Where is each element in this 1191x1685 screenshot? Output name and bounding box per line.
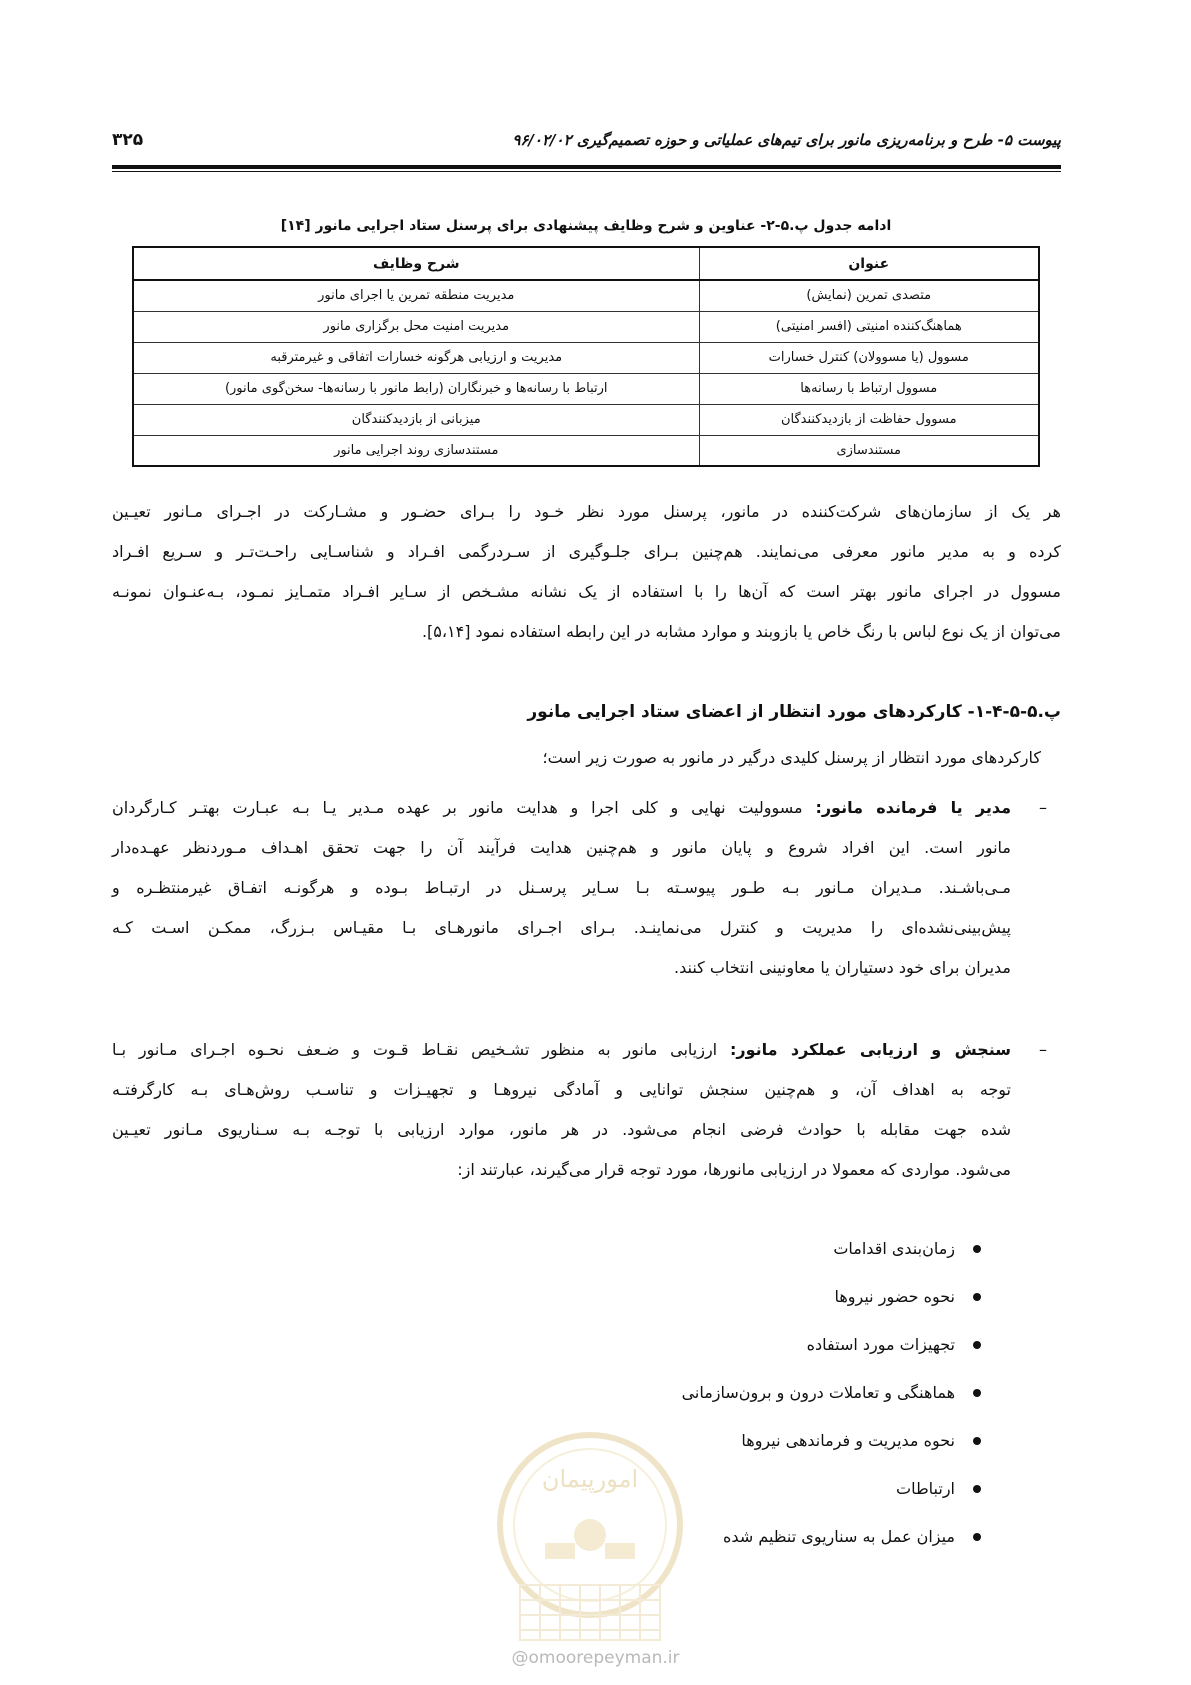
paragraph-line: کرده و به مدیر مانور معرفی می‌نمایند. هم‌چنین بـرای جلـوگیری از سـردرگمی افـراد و شناسـایی راحـت‌تـر و سـریع افـراد xyxy=(112,542,1061,561)
item-line: مانور است. این افراد شروع و پایان مانور و هم‌چنین هدایت فرآیند آن را جهت تحقق اهـداف مـوردنظر عهـده‌دار xyxy=(112,838,1011,857)
body-paragraph xyxy=(112,492,1061,652)
item-line: پیش‌بینی‌نشده‌ای را مدیریت و کنترل می‌نماینـد. بـرای اجـرای مانورهـای بـا مقیـاس بـزرگ، ممکـن اسـت کـه xyxy=(112,918,1011,937)
list-item-label: نحوه مدیریت و فرماندهی نیروها xyxy=(741,1431,955,1450)
list-item-label: میزان عمل به سناریوی تنظیم شده xyxy=(723,1527,955,1546)
cell-duties: مدیریت و ارزیابی هرگونه خسارات اتفاقی و غیرمترقبه xyxy=(133,342,699,373)
cell-duties: مدیریت امنیت محل برگزاری مانور xyxy=(133,311,699,342)
cell-title: مسوول ارتباط با رسانه‌ها xyxy=(699,373,1039,404)
bullet-list xyxy=(682,1225,981,1561)
list-item xyxy=(682,1417,981,1465)
list-item-label: ارتباطات xyxy=(896,1479,955,1498)
paragraph-line: مسوول در اجرای مانور بهتر است که آن‌ها را با استفاده از یک نشانه مشـخص از سـایر افـراد متمـایز نمـود، بـه‌عنـوان نمونـه xyxy=(112,582,1061,601)
list-item xyxy=(682,1369,981,1417)
column-header-title: عنوان xyxy=(699,247,1039,280)
watermark-logo-icon xyxy=(485,1425,695,1675)
list-item-label: تجهیزات مورد استفاده xyxy=(806,1335,955,1354)
item-text: ارزیابی مانور به منظور تشـخیص نقـاط قـوت و ضـعف نحـوه اجـرای مـانور بـا xyxy=(112,1040,718,1059)
watermark-site: @omoorepeyman.ir xyxy=(511,1648,680,1668)
table-row xyxy=(133,373,1039,404)
bullet-icon xyxy=(973,1437,981,1445)
cell-title: مسوول (یا مسوولان) کنترل خسارات xyxy=(699,342,1039,373)
cell-title: هماهنگ‌کننده امنیتی (افسر امنیتی) xyxy=(699,311,1039,342)
bullet-icon xyxy=(973,1533,981,1541)
item-term: مدیر یا فرمانده مانور: xyxy=(815,798,1012,817)
header-divider-thin xyxy=(112,171,1061,172)
cell-duties: میزبانی از بازدیدکنندگان xyxy=(133,404,699,435)
item-line: مـی‌باشـند. مـدیران مـانور بـه طـور پیوسـته بـا سـایر پرسـنل در ارتبـاط بـوده و هرگونـه اتفـاق غیرمنتظـره و xyxy=(112,878,1011,897)
cell-title: متصدی تمرین (نمایش) xyxy=(699,280,1039,311)
dash-marker: – xyxy=(1039,1040,1047,1059)
list-item-label: نحوه حضور نیروها xyxy=(834,1287,955,1306)
item-line: توجه به اهداف آن، و هم‌چنین سنجش توانایی و آمادگی نیروهـا و تجهیـزات و تناسـب روش‌هـای بـه کارگرفتـه xyxy=(112,1080,1011,1099)
table-row xyxy=(133,404,1039,435)
paragraph-line: هر یک از سازمان‌های شرکت‌کننده در مانور، پرسنل مورد نظر خـود را بـرای حضـور و مشـارکت در اجـرای مـانور تعیـین xyxy=(112,502,1061,521)
header-divider xyxy=(112,165,1061,169)
list-item xyxy=(682,1321,981,1369)
dash-marker: – xyxy=(1039,798,1047,817)
table-row xyxy=(133,280,1039,311)
duties-table xyxy=(132,246,1040,467)
bullet-icon xyxy=(973,1389,981,1397)
list-item-label: هماهنگی و تعاملات درون و برون‌سازمانی xyxy=(681,1383,955,1402)
item-first-line xyxy=(112,788,1011,828)
running-title: پیوست ۵- طرح و برنامه‌ریزی مانور برای تیم‌های عملیاتی و حوزه تصمیم‌گیری ۹۶/۰۲/۰۲ xyxy=(512,131,1061,149)
bullet-icon xyxy=(973,1341,981,1349)
dash-list-item xyxy=(112,788,1061,988)
cell-duties: ارتباط با رسانه‌ها و خبرنگاران (رابط مانور با رسانه‌ها- سخن‌گوی مانور) xyxy=(133,373,699,404)
list-item xyxy=(682,1273,981,1321)
table-caption: ادامه جدول پ.۵-۲- عناوین و شرح وظایف پیشنهادی برای پرسنل ستاد اجرایی مانور [۱۴] xyxy=(280,218,892,234)
watermark-logo-text: امورپیمان xyxy=(541,1465,639,1493)
table-header-row xyxy=(133,247,1039,280)
item-line: می‌شود. مواردی که معمولا در ارزیابی مانورها، مورد توجه قرار می‌گیرند، عبارتند از: xyxy=(457,1160,1011,1179)
item-term: سنجش و ارزیابی عملکرد مانور: xyxy=(729,1040,1011,1059)
section-intro: کارکردهای مورد انتظار از پرسنل کلیدی درگیر در مانور به صورت زیر است؛ xyxy=(542,748,1041,767)
list-item xyxy=(682,1465,981,1513)
list-item xyxy=(682,1513,981,1561)
list-item-label: زمان‌بندی اقدامات xyxy=(833,1239,955,1258)
item-first-line xyxy=(112,1030,1011,1070)
bullet-icon xyxy=(973,1485,981,1493)
table-row xyxy=(133,342,1039,373)
dash-list-item xyxy=(112,1030,1061,1190)
table-row xyxy=(133,435,1039,466)
item-line: شده جهت مقابله با حوادث فرضی انجام می‌شود. در هر مانور، موارد ارزیابی با توجـه بـه سـناریوی مـانور تعیـین xyxy=(112,1120,1011,1139)
list-item xyxy=(682,1225,981,1273)
item-text: مسوولیت نهایی و کلی اجرا و هدایت مانور بر عهده مـدیر یـا بـه عبـارت بهتـر کـارگردان xyxy=(112,798,803,817)
paragraph-line: می‌توان از یک نوع لباس با رنگ خاص یا بازوبند و موارد مشابه در این رابطه استفاده نمود [۵،۱۴]. xyxy=(421,622,1061,641)
bullet-icon xyxy=(973,1245,981,1253)
running-header xyxy=(112,130,1061,150)
cell-duties: مستندسازی روند اجرایی مانور xyxy=(133,435,699,466)
cell-title: مسوول حفاظت از بازدیدکنندگان xyxy=(699,404,1039,435)
section-heading: پ.۵-۵-۴-۱- کارکردهای مورد انتظار از اعضای ستاد اجرایی مانور xyxy=(527,702,1061,722)
bullet-icon xyxy=(973,1293,981,1301)
page-number: ۳۲۵ xyxy=(112,130,144,150)
cell-title: مستندسازی xyxy=(699,435,1039,466)
table-row xyxy=(133,311,1039,342)
item-line: مدیران برای خود دستیاران یا معاونینی انتخاب کنند. xyxy=(674,958,1011,977)
cell-duties: مدیریت منطقه تمرین یا اجرای مانور xyxy=(133,280,699,311)
column-header-duties: شرح وظایف xyxy=(133,247,699,280)
